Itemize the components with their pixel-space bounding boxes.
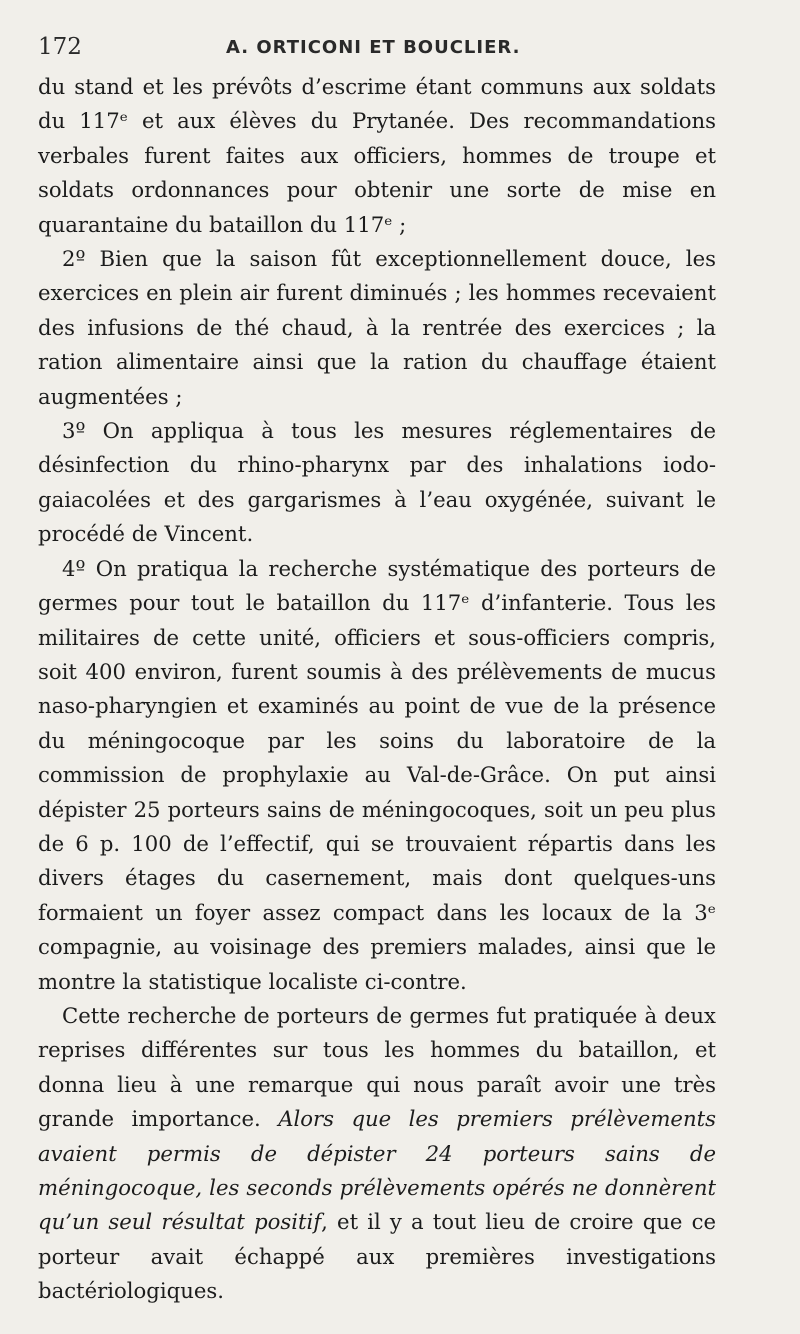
paragraph-5-italic: Alors que les premiers prélèvements avaient permis de dépister 24 porteurs sains de méningocoque, les seconds prélèvements opérés ne donnèrent qu’un seul résultat positif bbox=[38, 1106, 716, 1235]
page-header bbox=[38, 34, 716, 66]
paragraph-1: du stand et les prévôts d’escrime étant communs aux soldats du 117ᵉ et aux élèves du Prytanée. Des recommandations verbales furent faites aux officiers, hommes de troupe et soldats ordonnances pour obtenir une sorte de mise en quarantaine du bataillon du 117ᵉ ; bbox=[38, 74, 716, 237]
paragraph-5 bbox=[38, 999, 716, 1309]
paragraph-4: 4º On pratiqua la recherche systématique des porteurs de germes pour tout le bataillon du 117ᵉ d’infanterie. Tous les militaires de cette unité, officiers et sous-officiers compris, soit 400 environ, furent soumis à des prélèvements de mucus naso-pharyngien et examinés au point de vue de la présence du méningocoque par les soins du laboratoire de la commission de prophylaxie au Val-de-Grâce. On put ainsi dépister 25 porteurs sains de méningocoques, soit un peu plus de 6 p. 100 de l’effectif, qui se trouvaient répartis dans les divers étages du casernement, mais dont quelques-uns formaient un foyer assez compact dans les locaux de la 3ᵉ compagnie, au voisinage des premiers malades, ainsi que le montre la statistique localiste ci-contre. bbox=[38, 555, 716, 994]
body-text bbox=[38, 70, 716, 1309]
running-head: A. ORTICONI ET BOUCLIER. bbox=[226, 37, 521, 58]
paragraph-5-roman: Cette recherche de porteurs de germes fut pratiquée à deux reprises différentes sur tous les hommes du bataillon, et donna lieu à une remarque qui nous paraît avoir une très grande importance. bbox=[38, 1002, 716, 1132]
paragraph-3: 3º On appliqua à tous les mesures réglementaires de désinfection du rhino-pharynx par des inhalations iodo-gaiacolées et des gargarismes à l’eau oxygénée, suivant le procédé de Vincent. bbox=[38, 418, 716, 547]
page-number: 172 bbox=[38, 34, 82, 60]
paragraph-5-tail: , et il y a tout lieu de croire que ce porteur avait échappé aux premières investigations bactériologiques. bbox=[38, 1209, 716, 1304]
paragraph-2: 2º Bien que la saison fût exceptionnellement douce, les exercices en plein air furent diminués ; les hommes recevaient des infusions de thé chaud, à la rentrée des exercices ; la ration alimentaire ainsi que la ration du chauffage étaient augmentées ; bbox=[38, 246, 716, 409]
